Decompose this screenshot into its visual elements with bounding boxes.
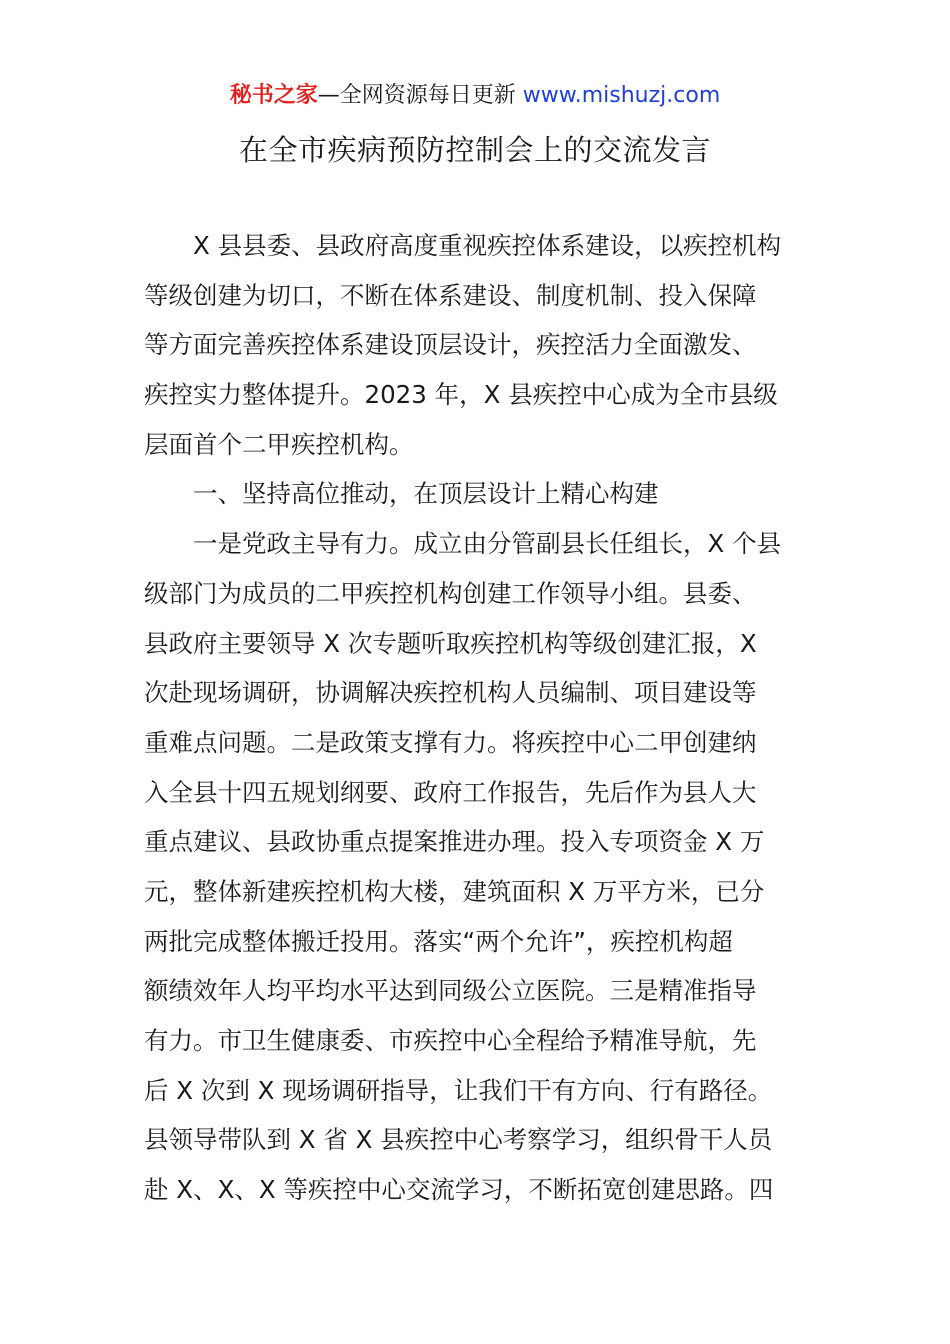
body-line: 层面首个二甲疾控机构。	[144, 429, 414, 459]
body-line: 疾控实力整体提升。2023 年，X 县疾控中心成为全市县级	[144, 380, 778, 410]
body-line: 一是党政主导有力。成立由分管副县长任组长，X 个县	[193, 529, 782, 559]
body-line: 两批完成整体搬迁投用。落实“两个允许”，疾控机构超	[144, 926, 733, 956]
body-line: 后 X 次到 X 现场调研指导，让我们干有方向、行有路径。	[144, 1075, 773, 1105]
body-line: 次赴现场调研，协调解决疾控机构人员编制、项目建设等	[144, 678, 757, 708]
header-tagline: —全网资源每日更新	[317, 83, 516, 108]
body-line: 有力。市卫生健康委、市疾控中心全程给予精准导航，先	[144, 1026, 757, 1055]
body-line: 级部门为成员的二甲疾控机构创建工作领导小组。县委、	[144, 578, 757, 608]
section-heading: 一、坚持高位推动，在顶层设计上精心构建	[193, 479, 659, 509]
body-line: 重点建议、县政协重点提案推进办理。投入专项资金 X 万	[144, 827, 765, 857]
body-line: 重难点问题。二是政策支撑有力。将疾控中心二甲创建纳	[144, 727, 757, 757]
site-header	[0, 80, 950, 112]
body-line: 赴 X、X、X 等疾控中心交流学习，不断拓宽创建思路。四	[144, 1175, 774, 1205]
body-line: 县政府主要领导 X 次专题听取疾控机构等级创建汇报，X	[144, 628, 757, 658]
body-line: 元，整体新建疾控机构大楼，建筑面积 X 万平方米，已分	[144, 876, 765, 906]
body-line: 等方面完善疾控体系建设顶层设计，疾控活力全面激发、	[144, 330, 757, 360]
brand-name: 秘书之家	[229, 83, 318, 108]
body-line: 入全县十四五规划纲要、政府工作报告，先后作为县人大	[144, 777, 757, 807]
body-line: 额绩效年人均平均水平达到同级公立医院。三是精准指导	[144, 976, 757, 1006]
site-url-link[interactable]: www.mishuzj.com	[522, 83, 721, 108]
document-body	[144, 221, 809, 1215]
body-line: X 县县委、县政府高度重视疾控体系建设，以疾控机构	[193, 231, 782, 260]
document-title: 在全市疾病预防控制会上的交流发言	[238, 133, 711, 167]
body-line: 县领导带队到 X 省 X 县疾控中心考察学习，组织骨干人员	[144, 1125, 773, 1155]
body-line: 等级创建为切口，不断在体系建设、制度机制、投入保障	[144, 280, 757, 310]
